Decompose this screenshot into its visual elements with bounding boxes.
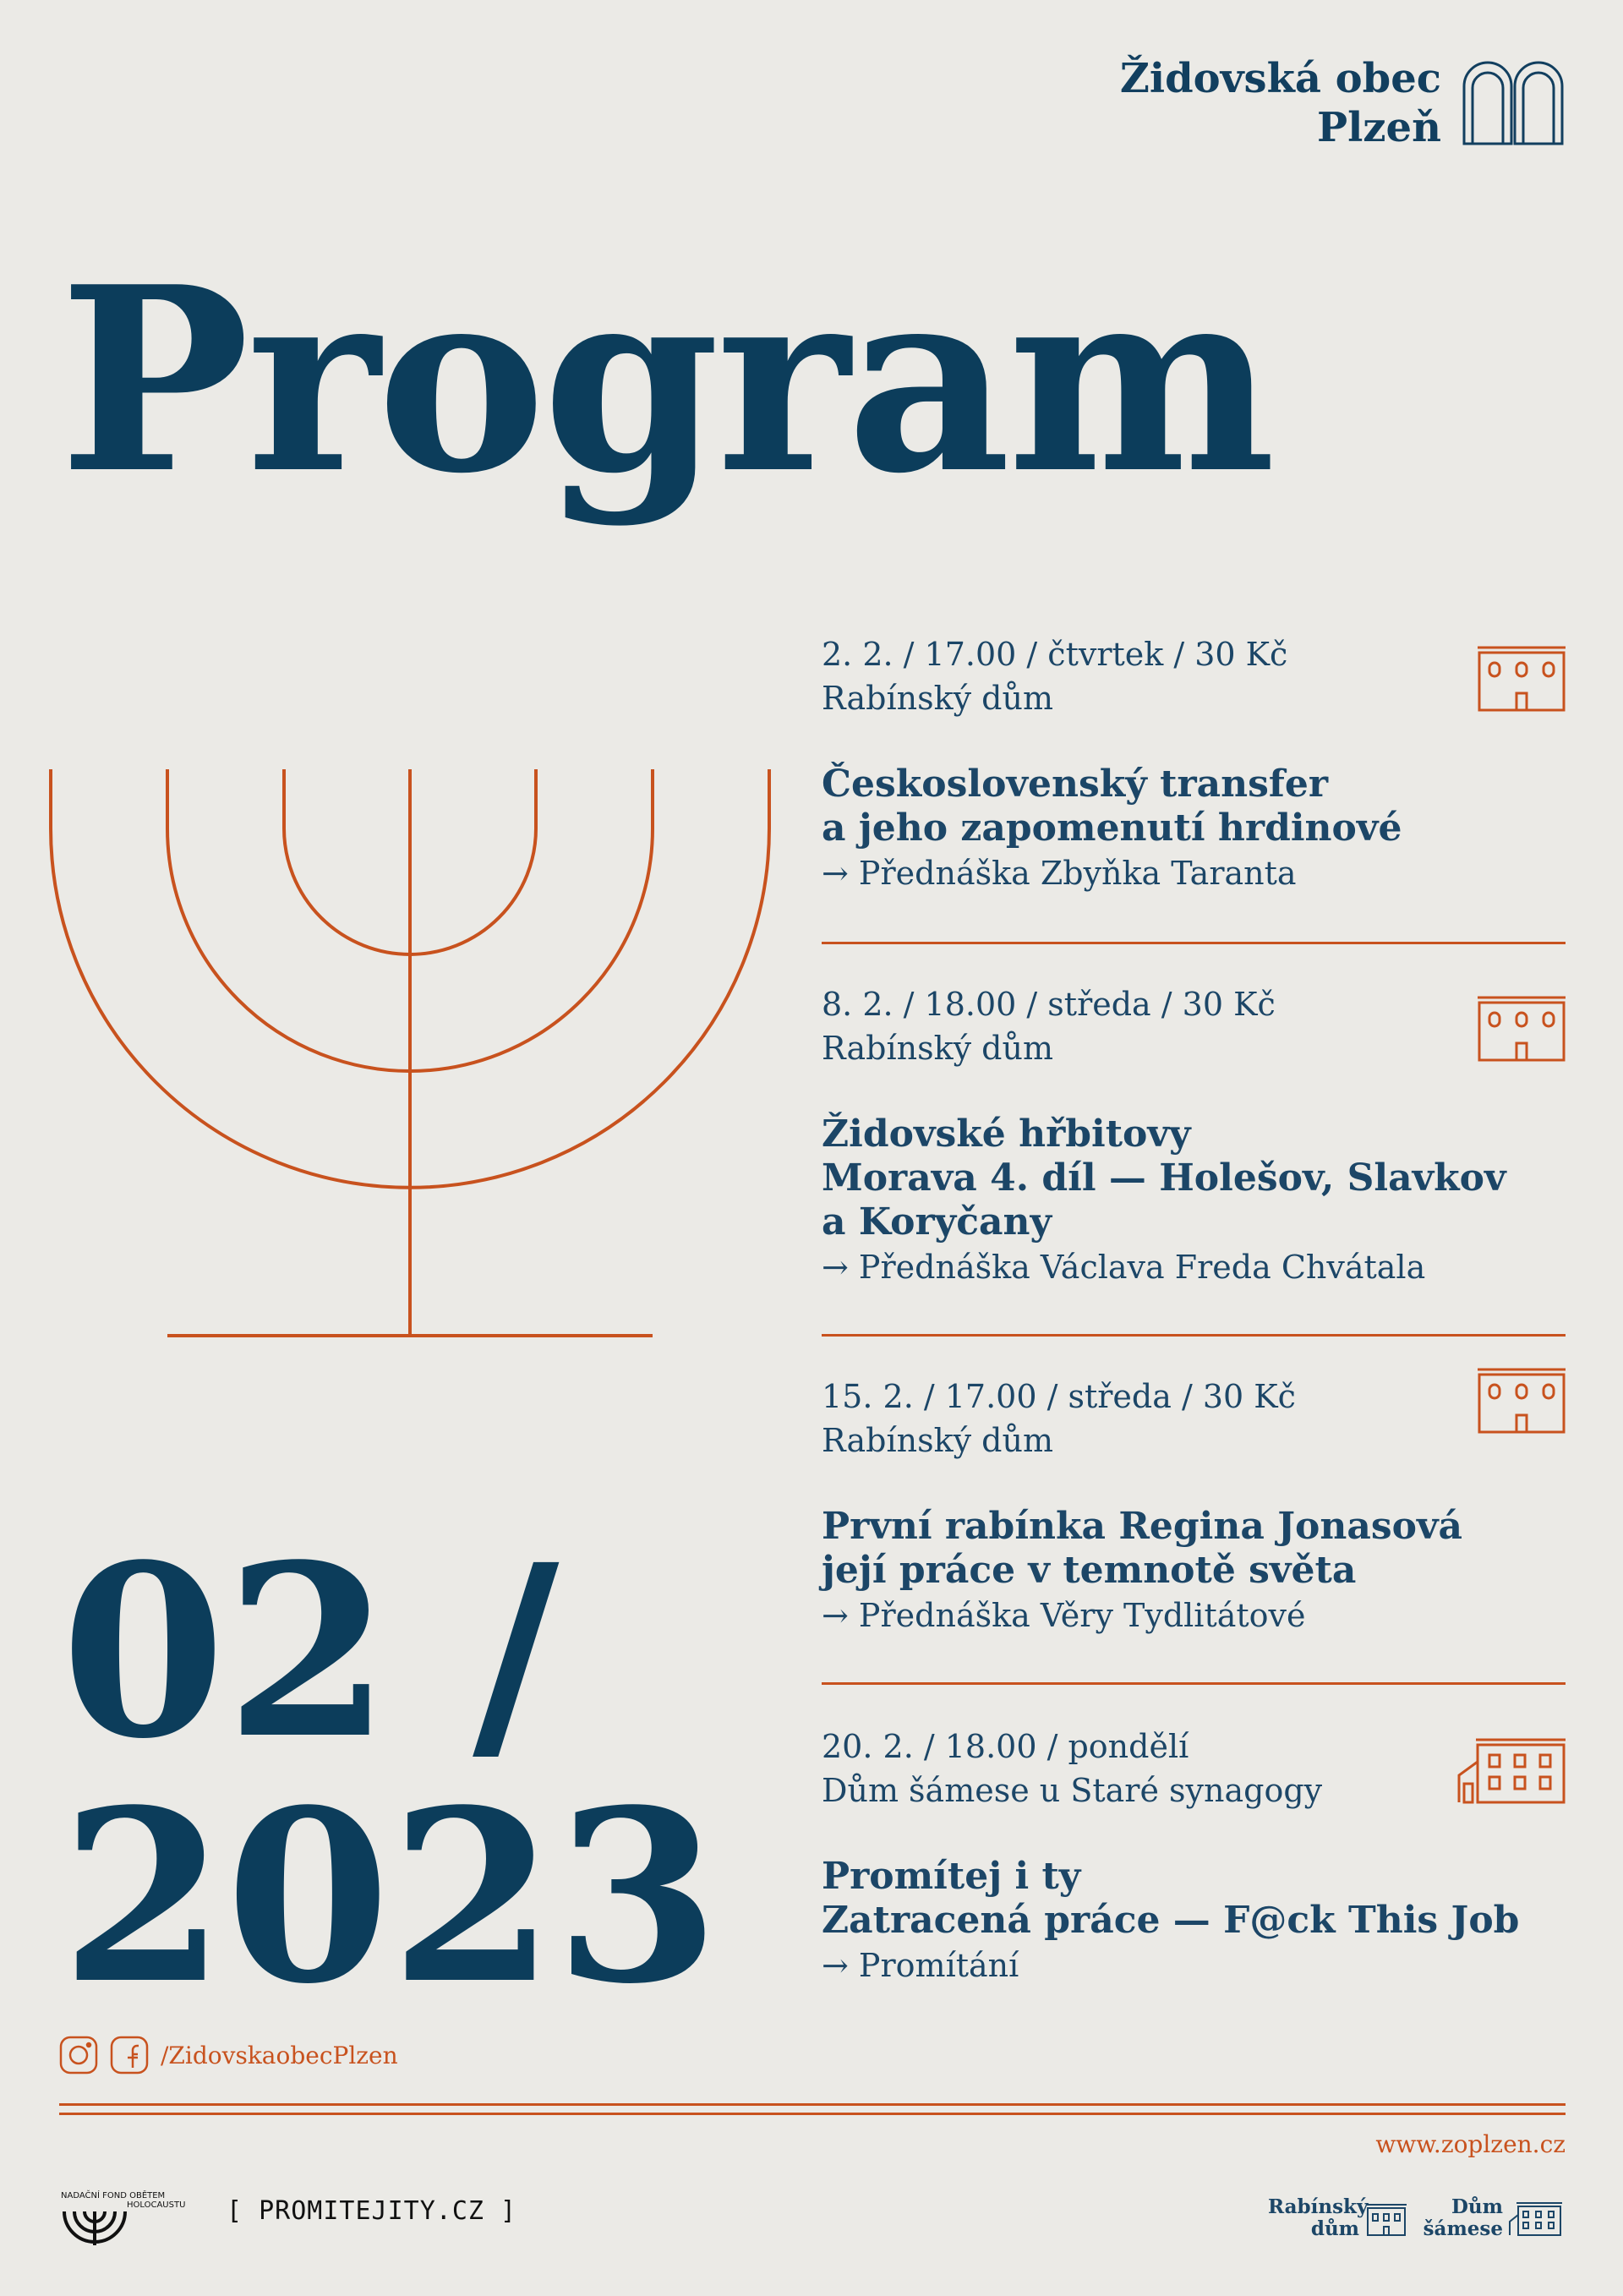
event-divider <box>822 1682 1566 1685</box>
event-divider <box>822 942 1566 944</box>
event-divider <box>822 1334 1566 1337</box>
event-subtitle: → Přednáška Václava Freda Chvátala <box>822 1249 1426 1286</box>
month-label <box>61 1513 720 2036</box>
sponsor-promitejity: [ PROMITEJITY.CZ ] <box>227 2196 517 2226</box>
instagram-icon[interactable] <box>59 2036 98 2075</box>
shames-house-small-icon <box>1508 2201 1562 2237</box>
social-handle-link[interactable]: /ZidovskaobecPlzen <box>161 2041 398 2069</box>
event-meta: 20. 2. / 18.00 / pondělí <box>822 1728 1189 1765</box>
event-meta: 8. 2. / 18.00 / středa / 30 Kč <box>822 986 1276 1023</box>
sponsor-holocaust-fund <box>61 2191 185 2210</box>
venue-rabbi-house-label <box>1268 2195 1369 2240</box>
event-subtitle: → Přednáška Věry Tydlitátové <box>822 1597 1306 1634</box>
venue-label-line: Dům <box>1451 2195 1503 2218</box>
tablets-icon <box>1461 59 1566 147</box>
footer-rule <box>59 2103 1566 2106</box>
event-title-line: Československý transfer <box>822 763 1329 806</box>
event-title <box>822 1855 1566 1943</box>
venue-label-line: Rabínský <box>1268 2195 1369 2218</box>
month-number: 02 / <box>61 1513 560 1791</box>
organization-name <box>1120 54 1441 152</box>
page-title: Program <box>59 231 1273 529</box>
website-link[interactable]: www.zoplzen.cz <box>1375 2130 1566 2158</box>
rabbi-house-small-icon <box>1366 2203 1407 2237</box>
event-item-1 <box>822 632 1566 896</box>
organization-name-line2: Plzeň <box>1316 104 1441 151</box>
sponsor-text-line: HOLOCAUSTU <box>127 2200 186 2210</box>
rabbi-house-icon <box>1478 1366 1566 1434</box>
event-venue: Rabínský dům <box>822 680 1053 717</box>
footer-rule <box>59 2113 1566 2115</box>
event-title-line: Zatracená práce — F@ck This Job <box>822 1899 1520 1942</box>
event-title-line: První rabínka Regina Jonasová <box>822 1505 1463 1548</box>
event-venue: Dům šámese u Staré synagogy <box>822 1772 1323 1809</box>
event-item-4 <box>822 1725 1566 1988</box>
event-subtitle: → Přednáška Zbyňka Taranta <box>822 855 1297 892</box>
sponsor-menorah-logo <box>61 2210 128 2247</box>
year-number: 2023 <box>61 1758 720 2036</box>
event-item-2 <box>822 982 1566 1290</box>
event-meta: 15. 2. / 17.00 / středa / 30 Kč <box>822 1378 1296 1415</box>
event-meta: 2. 2. / 17.00 / čtvrtek / 30 Kč <box>822 636 1288 673</box>
event-title <box>822 763 1566 850</box>
event-item-3 <box>822 1375 1566 1638</box>
social-links <box>59 2036 398 2075</box>
event-title-line: Morava 4. díl — Holešov, Slavkov <box>822 1156 1506 1200</box>
organization-name-line1: Židovská obec <box>1119 55 1441 102</box>
event-venue: Rabínský dům <box>822 1422 1053 1459</box>
shames-house-icon <box>1457 1736 1566 1804</box>
event-title <box>822 1112 1566 1244</box>
sponsor-text-line: NADAČNÍ FOND OBĚTEM <box>61 2191 166 2200</box>
event-title-line: Židovské hřbitovy <box>822 1112 1191 1156</box>
venue-label-line: dům <box>1310 2217 1359 2240</box>
event-subtitle: → Promítání <box>822 1947 1019 1984</box>
rabbi-house-icon <box>1478 994 1566 1062</box>
event-title-line: a Koryčany <box>822 1200 1052 1244</box>
event-title-line: Promítej i ty <box>822 1855 1081 1898</box>
rabbi-house-icon <box>1478 644 1566 712</box>
venue-shames-house-label <box>1420 2196 1503 2240</box>
event-title-line: její práce v temnotě světa <box>822 1549 1357 1592</box>
venue-label-line: šámese <box>1423 2217 1503 2240</box>
menorah-icon <box>46 769 782 1344</box>
event-venue: Rabínský dům <box>822 1030 1053 1067</box>
event-title-line: a jeho zapomenutí hrdinové <box>822 806 1402 850</box>
event-title <box>822 1505 1566 1593</box>
facebook-icon[interactable] <box>110 2036 149 2075</box>
